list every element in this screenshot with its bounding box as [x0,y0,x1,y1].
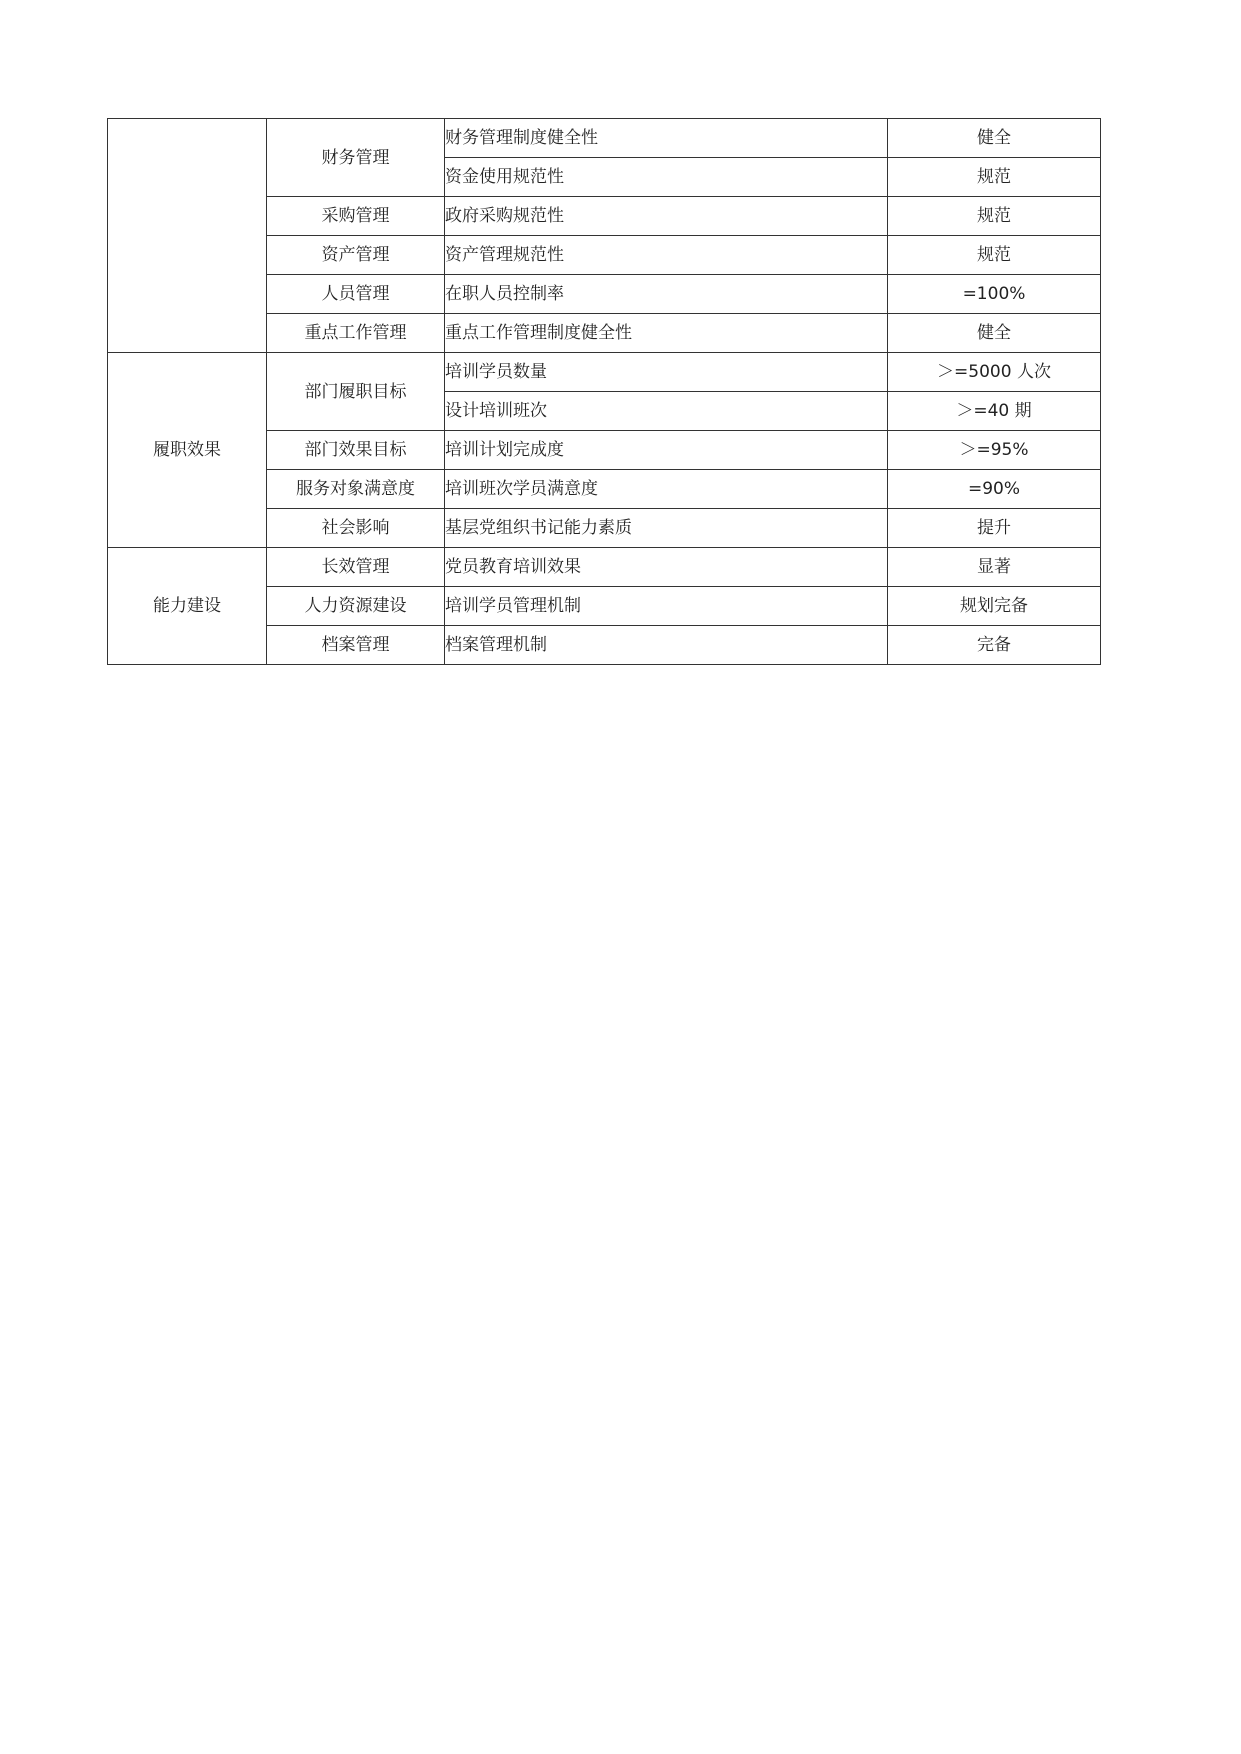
secondary-indicator-cell: 采购管理 [267,197,445,236]
secondary-indicator-cell: 部门履职目标 [267,353,445,431]
tertiary-indicator-cell: 培训计划完成度 [445,431,888,470]
indicator-value-cell: 提升 [888,509,1101,548]
tertiary-indicator-cell: 培训班次学员满意度 [445,470,888,509]
indicator-value-cell: 规范 [888,158,1101,197]
indicator-value-cell: ＞=95% [888,431,1101,470]
secondary-indicator-cell: 档案管理 [267,626,445,665]
primary-indicator-cell: 能力建设 [108,548,267,665]
tertiary-indicator-cell: 党员教育培训效果 [445,548,888,587]
indicator-value-cell: =90% [888,470,1101,509]
secondary-indicator-cell: 长效管理 [267,548,445,587]
secondary-indicator-cell: 部门效果目标 [267,431,445,470]
indicator-value-cell: 显著 [888,548,1101,587]
tertiary-indicator-cell: 培训学员数量 [445,353,888,392]
performance-indicator-table [107,118,1101,665]
indicator-value-cell: 规范 [888,236,1101,275]
tertiary-indicator-cell: 在职人员控制率 [445,275,888,314]
primary-indicator-cell [108,119,267,353]
primary-indicator-cell: 履职效果 [108,353,267,548]
secondary-indicator-cell: 资产管理 [267,236,445,275]
tertiary-indicator-cell: 政府采购规范性 [445,197,888,236]
indicator-value-cell: 规划完备 [888,587,1101,626]
secondary-indicator-cell: 人员管理 [267,275,445,314]
secondary-indicator-cell: 重点工作管理 [267,314,445,353]
indicator-value-cell: 规范 [888,197,1101,236]
secondary-indicator-cell: 服务对象满意度 [267,470,445,509]
tertiary-indicator-cell: 培训学员管理机制 [445,587,888,626]
table-row [108,119,1101,158]
indicator-value-cell: 健全 [888,119,1101,158]
tertiary-indicator-cell: 设计培训班次 [445,392,888,431]
tertiary-indicator-cell: 档案管理机制 [445,626,888,665]
secondary-indicator-cell: 社会影响 [267,509,445,548]
secondary-indicator-cell: 人力资源建设 [267,587,445,626]
table-row [108,548,1101,587]
indicator-value-cell: 健全 [888,314,1101,353]
table-row [108,353,1101,392]
secondary-indicator-cell: 财务管理 [267,119,445,197]
indicator-value-cell: =100% [888,275,1101,314]
tertiary-indicator-cell: 财务管理制度健全性 [445,119,888,158]
indicator-value-cell: ＞=5000 人次 [888,353,1101,392]
tertiary-indicator-cell: 资产管理规范性 [445,236,888,275]
tertiary-indicator-cell: 基层党组织书记能力素质 [445,509,888,548]
indicator-value-cell: 完备 [888,626,1101,665]
indicator-value-cell: ＞=40 期 [888,392,1101,431]
tertiary-indicator-cell: 资金使用规范性 [445,158,888,197]
tertiary-indicator-cell: 重点工作管理制度健全性 [445,314,888,353]
